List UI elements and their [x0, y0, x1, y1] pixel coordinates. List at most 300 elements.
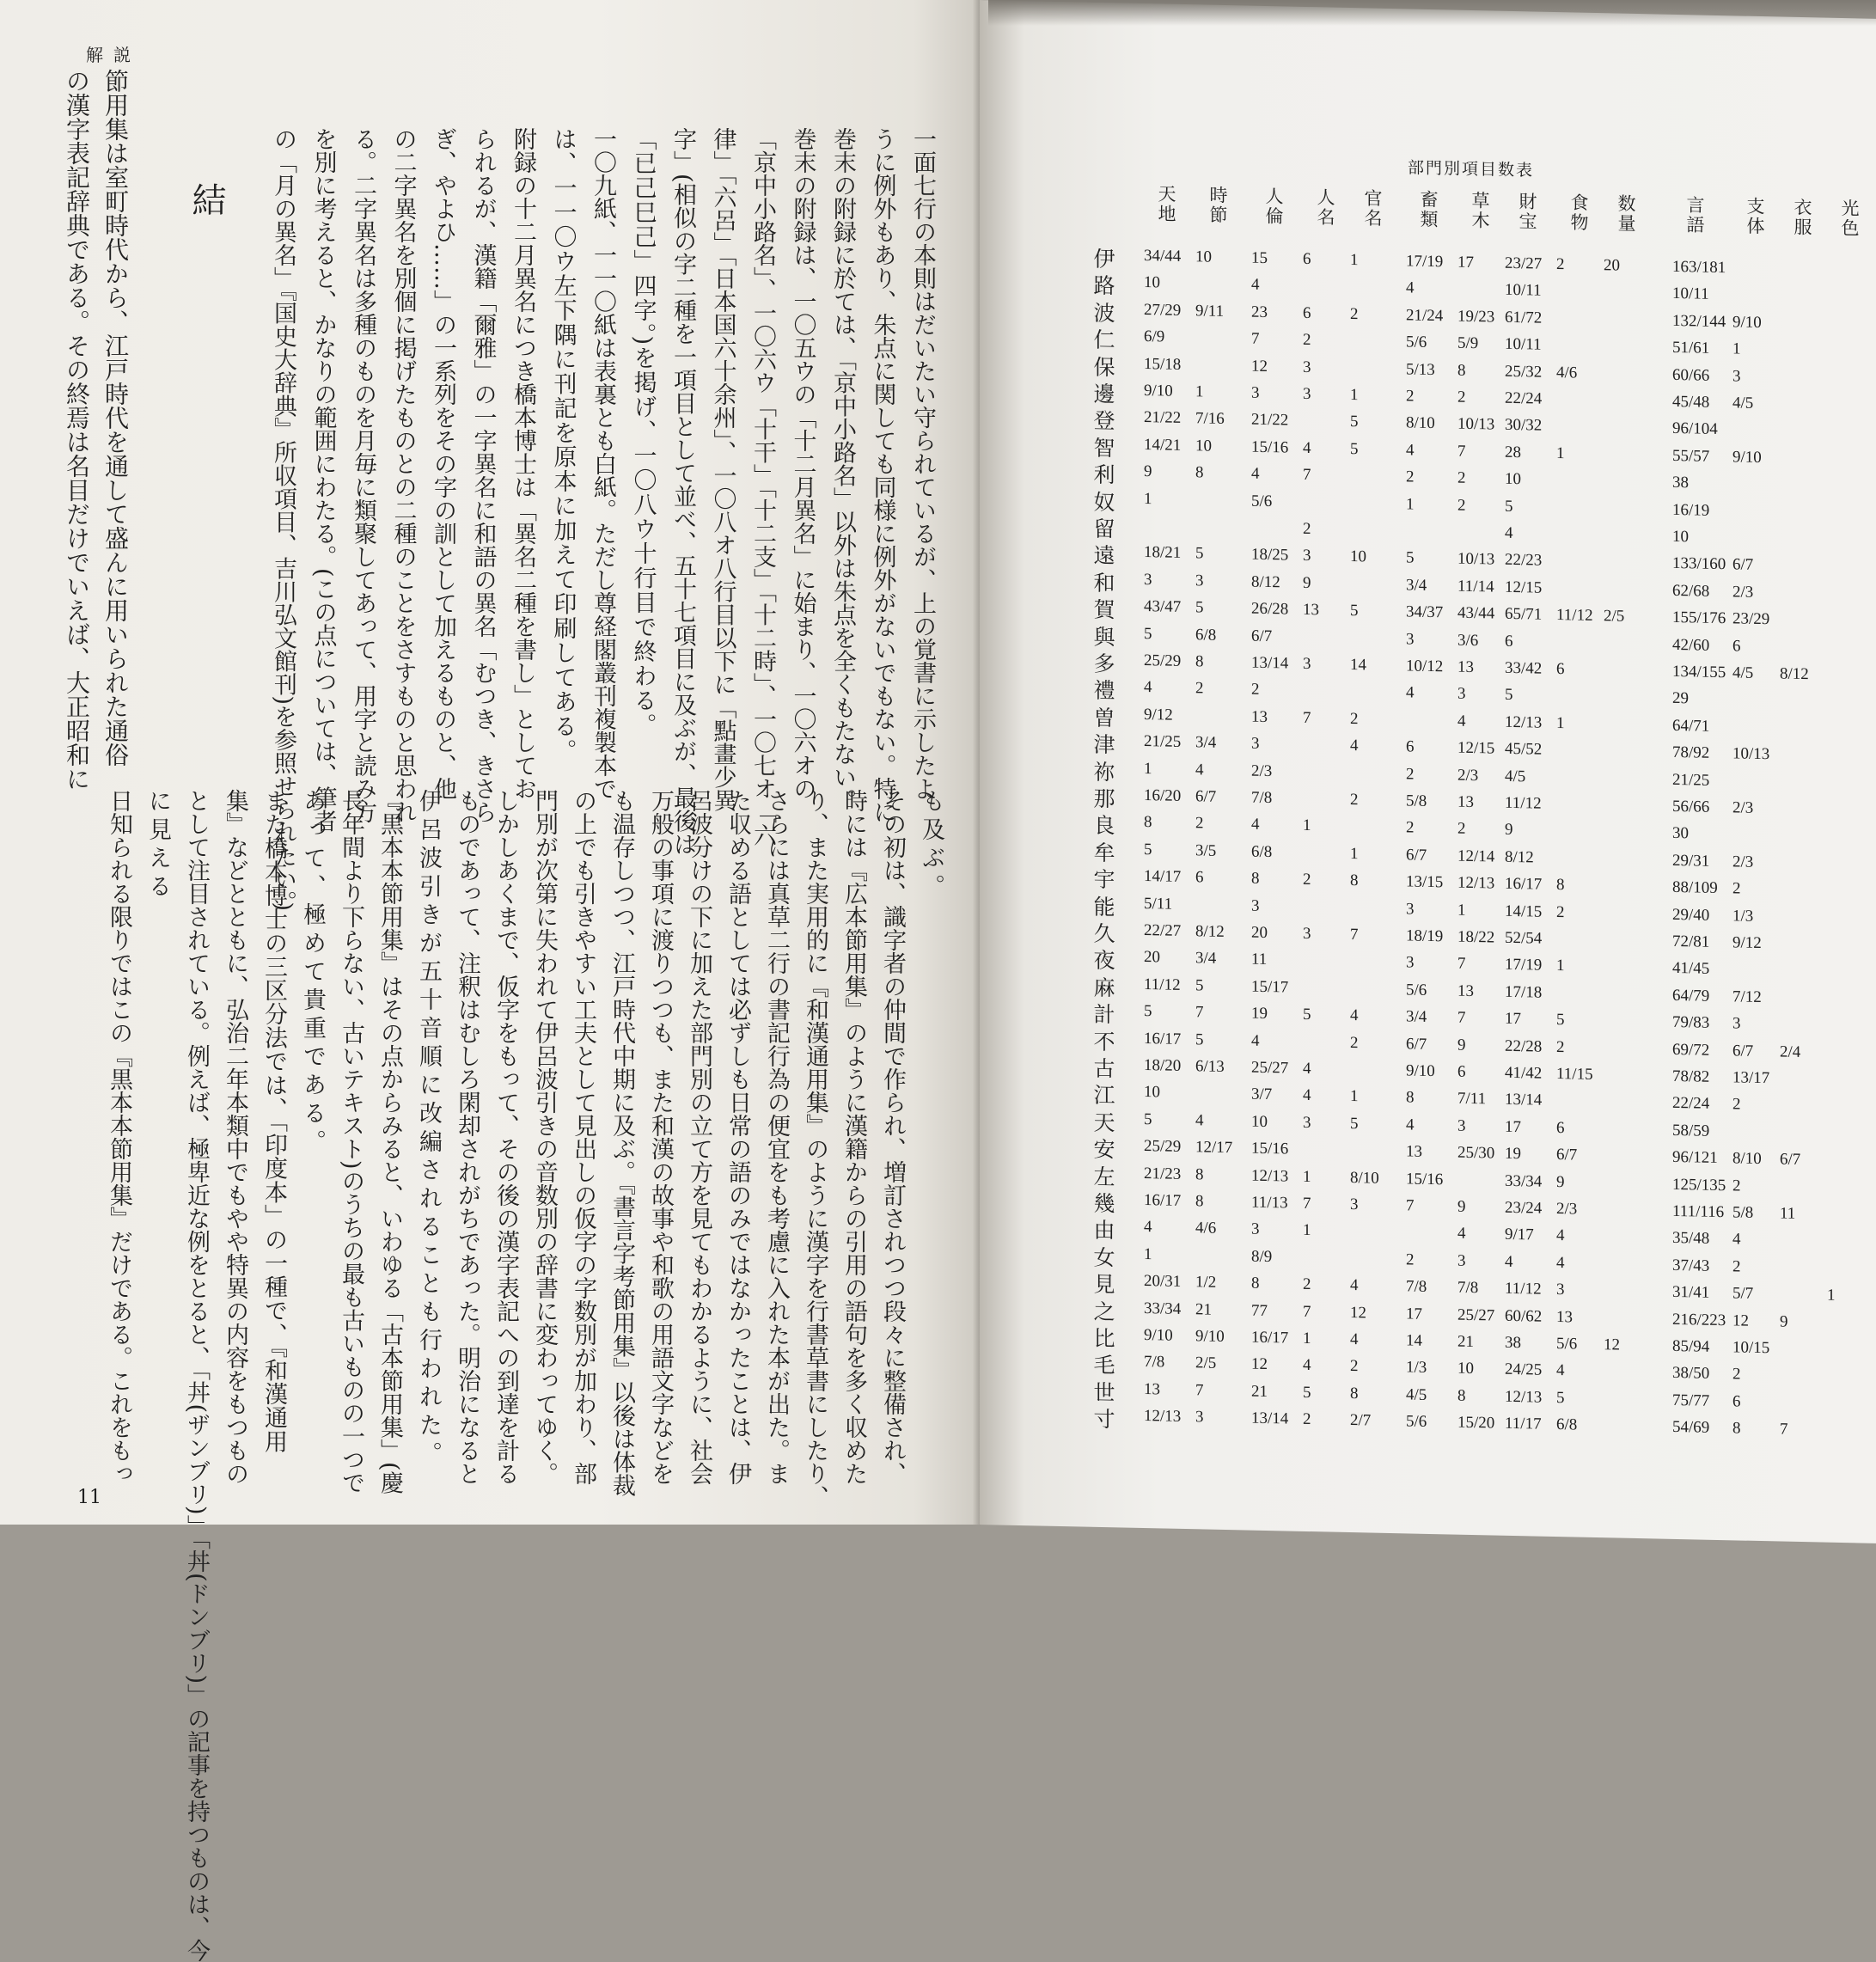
table-cell: 7/8: [1406, 1277, 1427, 1297]
table-cell: 15/18: [1144, 354, 1182, 374]
table-cell: 78/82: [1672, 1067, 1710, 1086]
text-column: も温存しつつ、江戸時代中期に及ぶ。『書言字考節用集』以後は体裁: [608, 789, 635, 1497]
row-kana: 那: [1093, 785, 1115, 812]
table-cell: 2: [1732, 1095, 1741, 1114]
table-cell: 4: [1144, 1218, 1152, 1237]
table-cell: 3: [1195, 571, 1204, 590]
table-cell: 21: [1195, 1299, 1212, 1319]
row-kana: 夜: [1093, 948, 1115, 974]
table-title: 部門別項目数表: [1408, 158, 1535, 180]
table-cell: 134/155: [1672, 662, 1726, 682]
table-cell: 14: [1350, 656, 1366, 675]
text-column: 「已己巳己」四字。)を掲げ、一〇八ウ十行目で終わる。: [629, 127, 657, 737]
table-cell: 26/28: [1251, 599, 1289, 619]
table-cell: 1: [1350, 1087, 1359, 1106]
row-kana: 津: [1093, 731, 1115, 758]
table-cell: 9/12: [1732, 933, 1762, 953]
table-cell: 6: [1732, 636, 1741, 656]
table-cell: 5: [1350, 439, 1359, 459]
row-kana: 由: [1093, 1218, 1115, 1244]
table-cell: 4: [1195, 1111, 1204, 1130]
table-cell: 9/10: [1406, 1061, 1435, 1081]
text-column: の上でも引きやすい工夫として見出しの仮字の字数別が加わり、部: [570, 789, 596, 1485]
table-cell: 22/24: [1505, 388, 1543, 408]
table-cell: 13: [1144, 1379, 1160, 1399]
table-cell: 20: [1604, 256, 1620, 275]
table-cell: 5: [1303, 1005, 1311, 1024]
row-kana: 江: [1093, 1083, 1115, 1109]
column-header: 光色: [1839, 198, 1860, 239]
table-cell: 3: [1251, 734, 1260, 754]
table-cell: 29/31: [1672, 851, 1710, 871]
table-cell: 37/43: [1672, 1256, 1710, 1275]
table-cell: 8/9: [1251, 1247, 1273, 1266]
table-cell: 4/5: [1732, 663, 1754, 682]
text-column: その初は、識字者の仲間で作られ、増訂されつつ段々に整備され、: [879, 789, 906, 1485]
table-cell: 12: [1604, 1336, 1620, 1354]
table-cell: 34/44: [1144, 247, 1182, 266]
row-kana: 賀: [1093, 596, 1115, 623]
table-cell: 29/40: [1672, 905, 1710, 925]
table-cell: 88/109: [1672, 878, 1718, 898]
table-cell: 4: [1350, 1330, 1359, 1349]
row-kana: 比: [1093, 1325, 1115, 1352]
table-cell: 13/14: [1251, 653, 1289, 673]
table-cell: 9: [1556, 1172, 1565, 1191]
table-cell: 13/14: [1505, 1091, 1543, 1110]
table-cell: 11: [1251, 950, 1268, 969]
table-cell: 16/17: [1144, 1029, 1182, 1048]
column-header: 食物: [1568, 193, 1589, 233]
table-cell: 11/15: [1556, 1065, 1593, 1084]
row-kana: 曽: [1093, 705, 1115, 731]
table-cell: 22/28: [1505, 1036, 1543, 1056]
table-cell: 2/3: [1732, 853, 1754, 871]
table-cell: 4: [1406, 683, 1415, 702]
column-header: 畜類: [1418, 189, 1439, 230]
table-cell: 10/15: [1732, 1338, 1770, 1358]
table-cell: 52/54: [1505, 928, 1543, 948]
table-cell: 8/10: [1406, 413, 1435, 433]
table-cell: 4: [1195, 760, 1204, 779]
table-cell: 8/10: [1732, 1149, 1762, 1169]
table-cell: 6: [1303, 249, 1311, 269]
row-kana: 奴: [1093, 489, 1115, 515]
table-cell: 2: [1195, 679, 1204, 698]
text-column: られるが、漢籍「爾雅」の一字異名に和語の異名「むつき、きさら: [469, 127, 497, 823]
table-cell: 2: [1732, 1176, 1741, 1195]
table-cell: 62/68: [1672, 581, 1710, 601]
table-cell: 16/17: [1251, 1328, 1289, 1348]
table-cell: 5: [1350, 413, 1359, 431]
table-cell: 1/2: [1195, 1273, 1217, 1292]
table-cell: 3: [1406, 953, 1415, 972]
table-cell: 2: [1303, 871, 1311, 889]
table-cell: 21/22: [1144, 408, 1182, 428]
table-cell: 3: [1144, 570, 1152, 589]
table-cell: 69/72: [1672, 1040, 1710, 1060]
table-cell: 2: [1457, 496, 1466, 515]
table-cell: 4: [1303, 438, 1311, 457]
table-cell: 9: [1303, 573, 1311, 592]
column-header: 支体: [1745, 196, 1765, 237]
table-cell: 10: [1505, 469, 1521, 489]
row-kana: 幾: [1093, 1190, 1115, 1217]
table-cell: 2: [1457, 820, 1466, 839]
table-cell: 21/25: [1672, 770, 1710, 790]
table-cell: 1: [1195, 382, 1204, 401]
table-cell: 5/6: [1251, 492, 1273, 510]
page-shadow: [988, 0, 1876, 26]
table-cell: 4: [1251, 816, 1260, 834]
text-column: 巻末の附録に於ては、「京中小路名」以外は朱点を全くもたない。: [829, 127, 856, 812]
table-cell: 5/8: [1406, 792, 1427, 810]
text-column: は、一一〇ウ左下隅に刊記を原本に加えて印刷してある。: [549, 127, 577, 763]
table-cell: 17/19: [1505, 956, 1543, 975]
table-cell: 17: [1457, 253, 1474, 272]
table-cell: 42/60: [1672, 635, 1710, 655]
table-cell: 3: [1195, 1408, 1204, 1427]
table-cell: 3: [1457, 1251, 1466, 1270]
table-cell: 7: [1251, 329, 1260, 349]
table-cell: 2: [1556, 1037, 1565, 1056]
table-cell: 4: [1406, 1115, 1415, 1134]
table-cell: 13: [1457, 981, 1474, 1000]
table-cell: 8: [1195, 652, 1204, 671]
column-header: 人倫: [1263, 186, 1284, 227]
text-column: の「月の異名」『国史大辞典』所収項目、吉川弘文館刊)を参照せられたい。): [270, 127, 296, 912]
table-cell: 6: [1556, 1118, 1565, 1138]
row-kana: 留: [1093, 516, 1115, 542]
table-cell: 19: [1505, 1144, 1521, 1164]
table-cell: 6/9: [1144, 327, 1165, 346]
text-column: ものであって、注釈はむしろ閑却されがちであった。明治になると: [454, 789, 480, 1485]
table-cell: 18/20: [1144, 1056, 1182, 1075]
table-cell: 1: [1144, 759, 1152, 778]
text-column: 巻末の附録は、一〇五ウの「十二月異名」に始まり、一〇六オの: [789, 127, 816, 800]
table-cell: 2: [1195, 814, 1204, 833]
row-kana: 禮: [1093, 678, 1115, 704]
table-cell: 1/3: [1406, 1358, 1427, 1378]
table-cell: 3: [1251, 383, 1260, 402]
table-cell: 1: [1556, 443, 1565, 463]
text-column: り、また実用的に『和漢通用集』のように漢字を行書草書にしたり、: [802, 789, 828, 1508]
table-cell: 16/20: [1144, 786, 1182, 805]
table-cell: 1: [1827, 1286, 1836, 1305]
table-cell: 15/17: [1251, 977, 1289, 997]
table-cell: 5: [1144, 1002, 1152, 1021]
table-cell: 6/7: [1780, 1150, 1801, 1170]
table-cell: 12/15: [1505, 578, 1543, 597]
table-cell: 25/30: [1457, 1143, 1495, 1163]
text-column: 「京中小路名」、一〇六ウ「十干」「十二支」「十二時」、一〇七オ「六: [749, 127, 776, 847]
table-cell: 2: [1350, 1357, 1359, 1376]
text-column: 日知られる限りではこの『黒本本節用集』だけである。これをもっ: [106, 789, 132, 1485]
table-cell: 2: [1406, 387, 1415, 406]
table-cell: 9: [1457, 1036, 1466, 1054]
row-kana: 祢: [1093, 759, 1115, 785]
table-cell: 7: [1350, 926, 1359, 944]
table-cell: 54/69: [1672, 1418, 1710, 1437]
table-cell: 11/17: [1505, 1414, 1542, 1433]
table-cell: 23: [1251, 303, 1268, 321]
table-cell: 11/12: [1556, 606, 1593, 626]
table-cell: 8: [1195, 1192, 1204, 1211]
table-cell: 16/19: [1672, 500, 1710, 520]
column-header: 財宝: [1517, 192, 1537, 232]
table-cell: 5/8: [1732, 1203, 1754, 1222]
table-cell: 25/27: [1457, 1305, 1495, 1325]
table-cell: 2/7: [1350, 1411, 1372, 1430]
table-cell: 9/10: [1195, 1327, 1225, 1346]
table-cell: 5: [1195, 598, 1204, 617]
table-cell: 3/4: [1406, 576, 1427, 595]
text-column: る。二字異名は多種のものを月毎に類聚してあって、用字と読み方: [350, 127, 376, 823]
table-cell: 2: [1406, 468, 1415, 486]
table-cell: 16/17: [1144, 1191, 1182, 1210]
table-cell: 1: [1303, 816, 1311, 835]
table-cell: 64/79: [1672, 986, 1710, 1005]
table-cell: 6: [1732, 1392, 1741, 1411]
table-cell: 8/12: [1780, 664, 1809, 684]
table-cell: 12/17: [1195, 1138, 1233, 1158]
table-cell: 2: [1556, 902, 1565, 921]
table-cell: 2: [1732, 879, 1741, 898]
table-cell: 9/10: [1144, 1326, 1173, 1345]
table-cell: 7/8: [1251, 788, 1273, 808]
table-cell: 1/3: [1732, 906, 1754, 926]
table-cell: 2/3: [1732, 583, 1754, 602]
table-cell: 2: [1350, 304, 1359, 324]
text-column: 時には『広本節用集』のように漢籍からの引用の語句を多く収めた: [840, 789, 867, 1485]
text-column: しかしあくまで、仮字をもって、その後の漢字表記への到達を計る: [492, 789, 519, 1485]
table-cell: 19/23: [1457, 307, 1495, 327]
table-cell: 10: [1195, 437, 1212, 455]
row-kana: 世: [1093, 1379, 1115, 1406]
table-cell: 12: [1251, 1355, 1268, 1374]
table-cell: 5: [1350, 602, 1359, 620]
table-cell: 22/27: [1144, 921, 1182, 940]
row-kana: 宇: [1093, 866, 1115, 893]
table-cell: 8: [1457, 361, 1466, 380]
table-cell: 13/14: [1251, 1409, 1289, 1428]
table-cell: 15/16: [1251, 437, 1289, 457]
table-cell: 2: [1732, 1365, 1741, 1384]
table-cell: 1: [1303, 1167, 1311, 1186]
table-cell: 2: [1350, 1033, 1359, 1052]
table-cell: 1: [1732, 339, 1741, 358]
table-cell: 11/12: [1144, 975, 1181, 994]
row-kana: 安: [1093, 1136, 1115, 1163]
text-column: 集』などとともに、弘治二年本類中でもやや特異の内容をもつもの: [222, 789, 248, 1485]
table-cell: 6: [1195, 868, 1204, 887]
table-cell: 14/15: [1505, 902, 1543, 921]
table-cell: 5: [1144, 1109, 1152, 1128]
table-cell: 33/34: [1505, 1171, 1543, 1191]
table-cell: 12/13: [1144, 1407, 1182, 1427]
table-cell: 30: [1672, 824, 1689, 843]
table-cell: 11/14: [1457, 577, 1494, 596]
table-cell: 7: [1457, 442, 1466, 461]
table-cell: 9/10: [1144, 382, 1173, 400]
row-kana: 與: [1093, 624, 1115, 650]
table-cell: 216/223: [1672, 1310, 1726, 1329]
text-column: また橋本博士の三区分法では、「印度本」の一種で、『和漢通用: [260, 789, 287, 1454]
table-cell: 18/25: [1251, 546, 1289, 565]
text-column: 一〇九紙、一一〇紙は表裏とも白紙。ただし尊経閣叢刊複製本で: [590, 127, 616, 800]
table-cell: 3/7: [1251, 1085, 1273, 1104]
row-kana: 邊: [1093, 381, 1115, 407]
table-cell: 8: [1350, 1384, 1359, 1403]
text-column: 一面七行の本則はだいたい守られているが、上の覚書に示したよ: [909, 127, 936, 800]
table-cell: 17/18: [1505, 982, 1543, 1002]
table-cell: 21/25: [1144, 732, 1182, 752]
table-cell: 23/24: [1505, 1198, 1543, 1218]
table-cell: 7: [1406, 1196, 1415, 1215]
table-cell: 4: [1303, 1086, 1311, 1105]
text-column: 律」「六呂」「日本国六十余州」、一〇八オ八行目以下に「點畫少異: [709, 127, 736, 812]
table-cell: 5: [1144, 624, 1152, 643]
table-cell: 20: [1251, 923, 1268, 943]
table-cell: 17: [1406, 1304, 1422, 1323]
table-cell: 6: [1406, 737, 1415, 756]
table-cell: 5/9: [1457, 333, 1479, 353]
table-cell: 38/50: [1672, 1364, 1710, 1384]
table-cell: 15/16: [1406, 1169, 1444, 1189]
row-kana: 波: [1093, 300, 1115, 327]
section-title: 結: [186, 182, 226, 234]
table-cell: 5/7: [1732, 1284, 1754, 1304]
table-cell: 6/8: [1251, 842, 1273, 861]
table-cell: 21/23: [1144, 1164, 1182, 1183]
table-cell: 14/17: [1144, 867, 1182, 887]
column-header: 官名: [1362, 188, 1383, 229]
table-cell: 10/11: [1505, 281, 1542, 301]
table-cell: 6: [1556, 660, 1565, 679]
table-cell: 21/22: [1251, 411, 1289, 430]
table-cell: 13/15: [1406, 872, 1444, 892]
table-cell: 7: [1195, 1381, 1204, 1400]
table-cell: 14: [1406, 1331, 1422, 1350]
table-cell: 2: [1732, 1257, 1741, 1276]
table-cell: 5: [1406, 548, 1415, 567]
table-cell: 12/14: [1457, 847, 1495, 866]
table-cell: 3: [1406, 629, 1415, 649]
table-cell: 11/12: [1505, 793, 1542, 813]
row-kana: 牟: [1093, 840, 1115, 866]
table-cell: 4: [1406, 278, 1415, 297]
table-cell: 33/34: [1144, 1299, 1182, 1318]
table-cell: 5: [1556, 1388, 1565, 1408]
row-kana: 和: [1093, 570, 1115, 596]
table-cell: 3: [1303, 1113, 1311, 1132]
table-cell: 18/22: [1457, 927, 1495, 947]
table-cell: 19: [1251, 1004, 1268, 1024]
table-cell: 8: [1556, 876, 1565, 895]
table-cell: 8: [1457, 1386, 1466, 1405]
table-cell: 4/6: [1195, 1219, 1217, 1238]
table-cell: 17: [1505, 1117, 1521, 1136]
table-cell: 4: [1406, 441, 1415, 460]
text-column: た収める語としては必ずしも日常の語のみではなかったことは、伊: [724, 789, 751, 1485]
text-column: ぎ、やよひ……」の一系列をその字の訓として加えるものと、他: [430, 127, 456, 800]
column-header: 衣服: [1792, 197, 1812, 238]
table-cell: 3/5: [1195, 841, 1217, 860]
table-cell: 58/59: [1672, 1121, 1710, 1140]
text-column: の漢字表記辞典である。その終焉は名目だけでいえば、大正昭和に: [63, 69, 91, 791]
table-cell: 16/17: [1505, 874, 1543, 894]
table-cell: 132/144: [1672, 311, 1726, 331]
table-cell: 20/31: [1144, 1272, 1182, 1292]
table-cell: 21/24: [1406, 306, 1444, 326]
table-cell: 30/32: [1505, 416, 1543, 436]
table-cell: 9: [1505, 821, 1513, 840]
table-cell: 3: [1251, 896, 1260, 915]
table-cell: 1: [1350, 251, 1359, 270]
table-cell: 9/10: [1732, 448, 1762, 467]
text-column: を別に考えると、かなりの範囲にわたる。(この点については、筆者: [309, 127, 337, 833]
table-cell: 25/27: [1251, 1058, 1289, 1078]
table-cell: 3: [1732, 1014, 1741, 1033]
table-cell: 7: [1303, 466, 1311, 485]
table-cell: 60/66: [1672, 365, 1710, 385]
table-cell: 21: [1457, 1332, 1474, 1352]
table-cell: 2/3: [1732, 798, 1754, 817]
table-cell: 64/71: [1672, 716, 1710, 736]
table-cell: 41/45: [1672, 959, 1710, 979]
table-cell: 41/42: [1505, 1063, 1543, 1083]
text-column: あって、極めて貴重である。: [299, 789, 326, 1158]
row-kana: 見: [1093, 1271, 1115, 1298]
table-cell: 5: [1556, 1011, 1565, 1030]
table-cell: 3: [1406, 899, 1415, 919]
table-cell: 60/62: [1505, 1306, 1543, 1326]
row-kana: 寸: [1093, 1406, 1115, 1433]
table-cell: 2/3: [1457, 766, 1479, 785]
row-kana: 路: [1093, 273, 1115, 299]
table-cell: 23/27: [1505, 254, 1543, 273]
table-cell: 9: [1144, 462, 1152, 481]
table-cell: 6: [1457, 1062, 1466, 1081]
row-kana: 麻: [1093, 975, 1115, 1001]
table-cell: 8: [1251, 1274, 1260, 1293]
row-kana: 能: [1093, 894, 1115, 920]
row-kana: 登: [1093, 408, 1115, 434]
table-cell: 4: [1350, 1006, 1359, 1025]
table-cell: 13: [1251, 707, 1268, 726]
table-cell: 7/12: [1732, 987, 1762, 1006]
table-cell: 8/12: [1195, 922, 1225, 941]
table-cell: 133/160: [1672, 554, 1726, 574]
text-column: の二字異名を別個に掲げたものとの二種のことをさすものと思われ: [389, 127, 417, 823]
table-cell: 5/11: [1144, 894, 1173, 914]
row-kana: 利: [1093, 461, 1115, 488]
running-header: 解説: [86, 45, 141, 65]
table-cell: 1: [1144, 1244, 1152, 1263]
table-cell: 8: [1350, 871, 1359, 890]
table-cell: 4: [1303, 1059, 1311, 1079]
table-cell: 7: [1457, 955, 1466, 974]
table-cell: 4: [1556, 1253, 1565, 1273]
table-cell: 3: [1457, 1116, 1466, 1135]
table-cell: 8/12: [1505, 847, 1534, 867]
table-cell: 96/104: [1672, 419, 1718, 439]
table-cell: 12/13: [1457, 873, 1495, 893]
text-column: 伊呂波引きが五十音順に改編されることも行われた。: [415, 789, 442, 1470]
table-cell: 8: [1195, 1164, 1204, 1184]
table-cell: 10: [1195, 248, 1212, 266]
table-cell: 3/4: [1195, 733, 1217, 752]
